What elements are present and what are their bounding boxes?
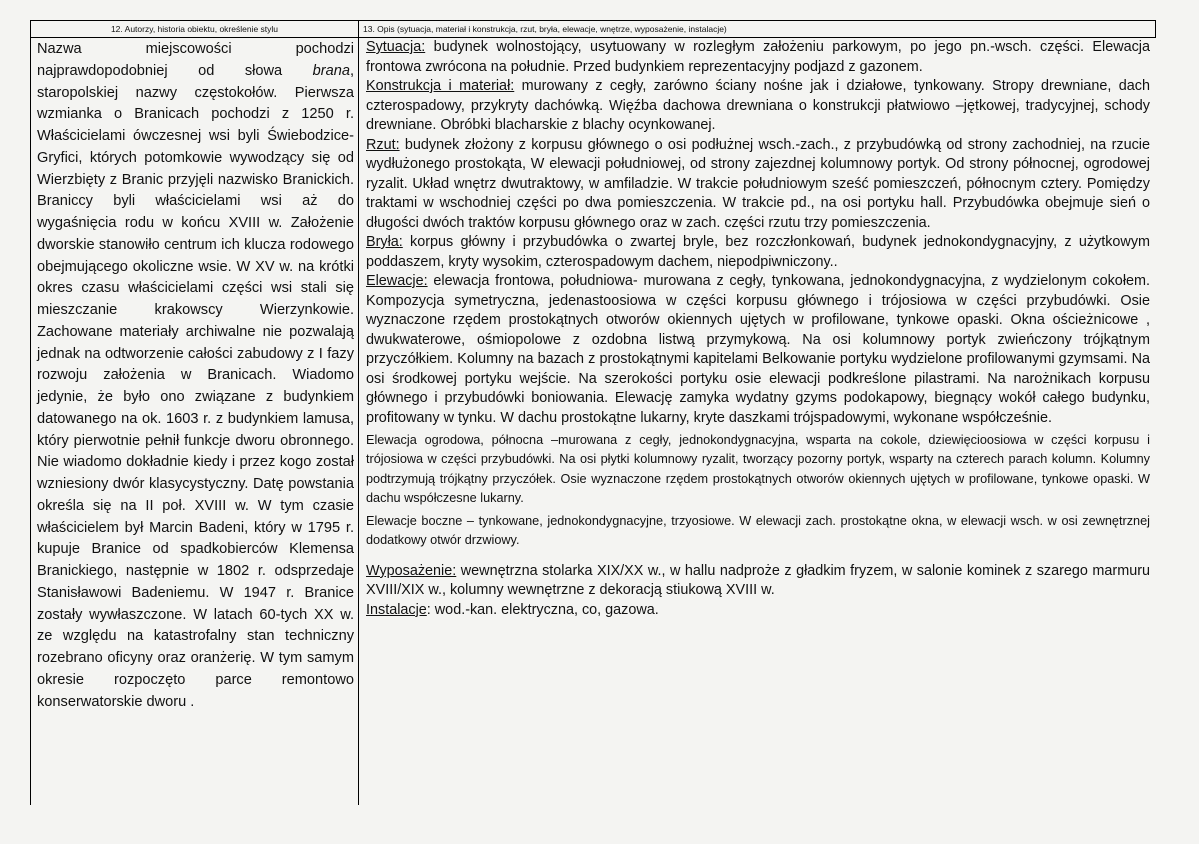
sytuacja-text: budynek wolnostojący, usytuowany w rozległym założeniu parkowym, po jego pn.-wsch. części. Elewacja frontowa zwrócona na południe. Przed budynkiem reprezentacyjny podjazd z gazonem. (366, 39, 1150, 75)
history-paragraph (37, 39, 354, 713)
bryla-paragraph (366, 233, 1150, 272)
history-header: 12. Autorzy, historia obiektu, określenie stylu (31, 20, 358, 38)
history-italic-word: brana (312, 62, 350, 79)
bryla-text: korpus główny i przybudówka o zwartej bryle, bez rozczłonkowań, budynek jednokondygnacyjny, z użytkowym poddaszem, kryty wysokim, czterospadowym dachem, niepodpiwniczony.. (366, 234, 1150, 270)
rzut-label: Rzut: (366, 136, 400, 153)
elewacje-boczne-paragraph: Elewacje boczne – tynkowane, jednokondygnacyjne, trzyosiowe. W elewacji zach. prostokątne okna, w elewacji wsch. w osi zewnętrznej dodatkowy otwór drzwiowy. (366, 514, 1150, 548)
history-text (31, 38, 358, 713)
sytuacja-paragraph (366, 38, 1150, 77)
instalacje-label: Instalacje (366, 601, 427, 618)
konstrukcja-paragraph (366, 77, 1150, 136)
elewacje-text: elewacja frontowa, południowa- murowana z cegły, tynkowana, jednokondygnacyjna, z wydzielonym cokołem. Kompozycja symetryczna, jedenastoosiowa w części korpusu głównego i trójosiowa w części przybudówki. Osie wyznaczone rzędem prostokątnych otworów okiennych ujętych w profilowane, tynkowe opaski. Okna ościeżnicowe , dwukwaterowe, ośmiopolowe z ozdobna listwą przymykową. Na osi kolumnowy portyk zwieńczony trójkątnym przyczółkiem. Kolumny na bazach z prostokątnymi kapitelami Belkowanie portyku wydzielone profilowanymi gzymsami. Na osi środkowej portyku wejście. Na szerokości portyku osie elewacji podkreślone pilastrami. Na narożnikach korpusu głównego i przybudówki boniowania. Elewację zamyka wydatny gzyms podokapowy, biegnący wokół całego budynku, profitowany w tynku. W dachu prostokątne lukarny, kryte daszkami trójspadowymi, wykonane współcześnie. (366, 273, 1150, 426)
bryla-label: Bryła: (366, 234, 403, 250)
history-text-part-1: Nazwa miejscowości pochodzi najprawdopodobniej od słowa (37, 41, 354, 79)
elewacje-label: Elewacje: (366, 273, 428, 289)
sytuacja-label: Sytuacja: (366, 39, 426, 55)
wyposazenie-text: wewnętrzna stolarka XIX/XX w., w hallu nadproże z gładkim fryzem, w salonie kominek z szarego marmuru XVIII/XIX w., kolumny wewnętrzne z dekoracją stiukową XVIII w. (366, 562, 1150, 599)
instalacje-text: : wod.-kan. elektryczna, co, gazowa. (426, 601, 659, 618)
elewacje-paragraph (366, 272, 1150, 428)
rzut-text: budynek złożony z korpusu głównego o osi podłużnej wsch.-zach., z przybudówką od strony zachodniej, na rzucie wydłużonego prostokąta, W elewacji południowej, od strony zajezdnej kolumnowy portyk. Od strony północnej, ogrodowej ryzalit. Układ wnętrz dwutraktowy, w amfiladzie. W trakcie południowym sześć pomieszczeń, północnym cztery. Pomiędzy traktami w wschodniej części po dwa pomieszczenia. W trakcie pd., na osi portyku hall. Przybudówka obejmuje sień o długości dwóch traktów korpusu głównego oraz w zach. części rzutu trzy pomieszczenia. (366, 136, 1150, 231)
record-sheet (30, 20, 1156, 805)
history-column (31, 20, 359, 805)
konstrukcja-label: Konstrukcja i materiał: (366, 78, 515, 94)
description-header: 13. Opis (sytuacja, materiał i konstrukcja, rzut, bryła, elewacje, wnętrze, wyposażenie, instalacje) (359, 20, 1156, 38)
rzut-paragraph (366, 136, 1150, 234)
wyposazenie-label: Wyposażenie: (366, 562, 457, 579)
description-text (359, 38, 1156, 620)
wyposazenie-paragraph (366, 562, 1150, 601)
history-text-part-2: , staropolskiej nazwy częstokołów. Pierwsza wzmianka o Branicach pochodzi z 1250 r. Właścicielami ówczesnej wsi byli Świebodzice-Gryfici, których potomkowie wywodzący się od Wierzbięty z Branic przyjęli nazwisko Branickich. Braniccy byli właścicielami wsi aż do wygaśnięcia rodu w końcu XVIII w. Założenie dworskie stanowiło centrum ich klucza rodowego obejmującego okoliczne wsie. W XV w. na krótki okres czasu właścicielami części wsi stali się mieszczanie krakowscy Wierzynkowie. Zachowane materiały archiwalne nie pozwalają jednak na odtworzenie całości zabudowy z I fazy rozwoju założenia w Branicach. Wiadomo jedynie, że było ono związane z budynkiem datowanego na ok. 1603 r. z budynkiem lamusa, który pierwotnie pełnił funkcje dworu obronnego. Nie wiadomo dokładnie kiedy i przez kogo został wzniesiony dwór klasycystyczny. Datę powstania określa się na II poł. XVIII w. W tym czasie właścicielem był Marcin Badeni, który w 1795 r. kupuje Branice od spadkobierców Klemensa Branickiego, następnie w 1802 r. odsprzedaje Stanisławowi Badeniemu. W 1947 r. Branice zostały wywłaszczone. W latach 60-tych XX w. ze względu na katastrofalny stan techniczny rozebrano oficyny oraz oranżerię. W tym samym okresie rozpoczęto parce remontowo konserwatorskie dworu . (37, 62, 354, 710)
konstrukcja-text: murowany z cegły, zarówno ściany nośne jak i działowe, tynkowany. Stropy drewniane, dach czterospadowy, przykryty dachówką. Więźba dachowa drewniana o konstrukcji płatwiowo –jętkowej, tradycyjnej, schody drewniane. Obróbki blacharskie z blachy ocynkowanej. (366, 78, 1150, 133)
elewacja-ogrodowa-paragraph: Elewacja ogrodowa, północna –murowana z cegły, jednokondygnacyjna, wsparta na cokole, dziewięcioosiowa w części korpusu i trójosiowa w części przybudówki. Na osi płytki kolumnowy ryzalit, tworzący pozorny portyk, wsparty na czterech parach kolumn. Kolumny podtrzymują trójkątny przyczółek. Osie wyznaczone rzędem prostokątnych otworów okiennych ujętych w profilowane, tynkowe opaski. W dachu współczesne lukarny. (366, 433, 1150, 505)
instalacje-paragraph (366, 601, 1150, 621)
description-column (359, 20, 1156, 805)
